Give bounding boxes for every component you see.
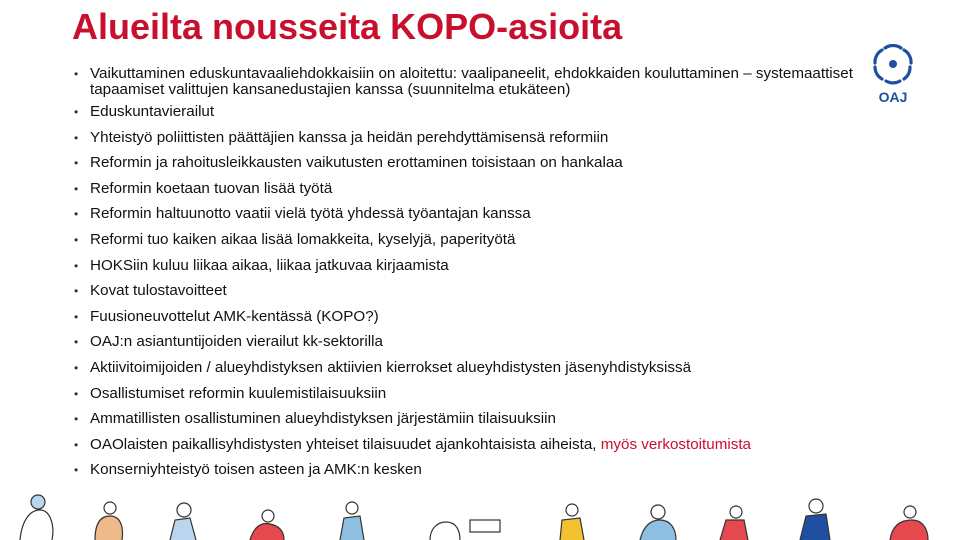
bullet-text: HOKSiin kuluu liikaa aikaa, liikaa jatkuvaa kirjaamista: [90, 256, 449, 274]
bullet-text: Fuusioneuvottelut AMK-kentässä (KOPO?): [90, 307, 379, 325]
bullet-item: [72, 283, 872, 299]
bullet-text: Ammatillisten osallistuminen alueyhdistyksen järjestämiin tilaisuuksiin: [90, 410, 556, 428]
bullet-item: [72, 258, 872, 274]
bullet-item: [72, 386, 872, 402]
bullet-text: Vaikuttaminen eduskuntavaaliehdokkaisiin on aloitettu: vaalipaneelit, ehdokkaiden kouluttaminen – systemaattiset tapaamiset valittujen kansanedustajien kanssa (suunnitelma etukäteen): [90, 65, 853, 98]
bullet-highlight: myös verkostoitumista: [600, 435, 751, 453]
bullet-text: Aktiivitoimijoiden / alueyhdistyksen aktiivien kierrokset alueyhdistysten jäsenyhdistyksissä: [90, 358, 692, 376]
bullet-item: [72, 360, 872, 376]
bullet-item: [72, 232, 872, 248]
bullet-item: [72, 155, 872, 171]
bullet-text: Eduskuntavierailut: [90, 103, 215, 120]
bullet-item: [72, 334, 872, 350]
bullet-text: Yhteistyö poliittisten päättäjien kanssa ja heidän perehdyttämisensä reformiin: [90, 128, 609, 146]
bullet-text: Osallistumiset reformin kuulemistilaisuuksiin: [90, 384, 387, 402]
bullet-list: [72, 66, 872, 488]
footer-illustration: [0, 480, 960, 540]
bullet-item: [72, 411, 872, 427]
slide-title: Alueilta nousseita KOPO-asioita: [72, 6, 623, 47]
bullet-text: OAOlaisten paikallisyhdistysten yhteiset tilaisuudet ajankohtaisista aiheista,: [90, 435, 601, 453]
bullet-item: [72, 309, 872, 325]
bullet-item: [72, 181, 872, 197]
bullet-text: OAJ:n asiantuntijoiden vierailut kk-sektorilla: [90, 333, 383, 351]
bullet-text: Reformi tuo kaiken aikaa lisää lomakkeita, kyselyjä, paperityötä: [90, 230, 516, 248]
bullet-item: [72, 104, 872, 120]
bullet-item: [72, 437, 872, 453]
bullet-item: [72, 130, 872, 146]
bullet-text: Reformin haltuunotto vaatii vielä työtä yhdessä työantajan kanssa: [90, 205, 531, 223]
logo-text: OAJ: [878, 89, 908, 105]
bullet-item: [72, 462, 872, 478]
bullet-item: [72, 66, 872, 98]
bullet-item: [72, 206, 872, 222]
bullet-text: Reformin ja rahoitusleikkausten vaikutusten erottaminen toisistaan on hankalaa: [90, 154, 623, 172]
bullet-text: Kovat tulostavoitteet: [90, 282, 227, 300]
bullet-text: Konserniyhteistyö toisen asteen ja AMK:n kesken: [90, 461, 422, 479]
bullet-text: Reformin koetaan tuovan lisää työtä: [90, 179, 333, 197]
